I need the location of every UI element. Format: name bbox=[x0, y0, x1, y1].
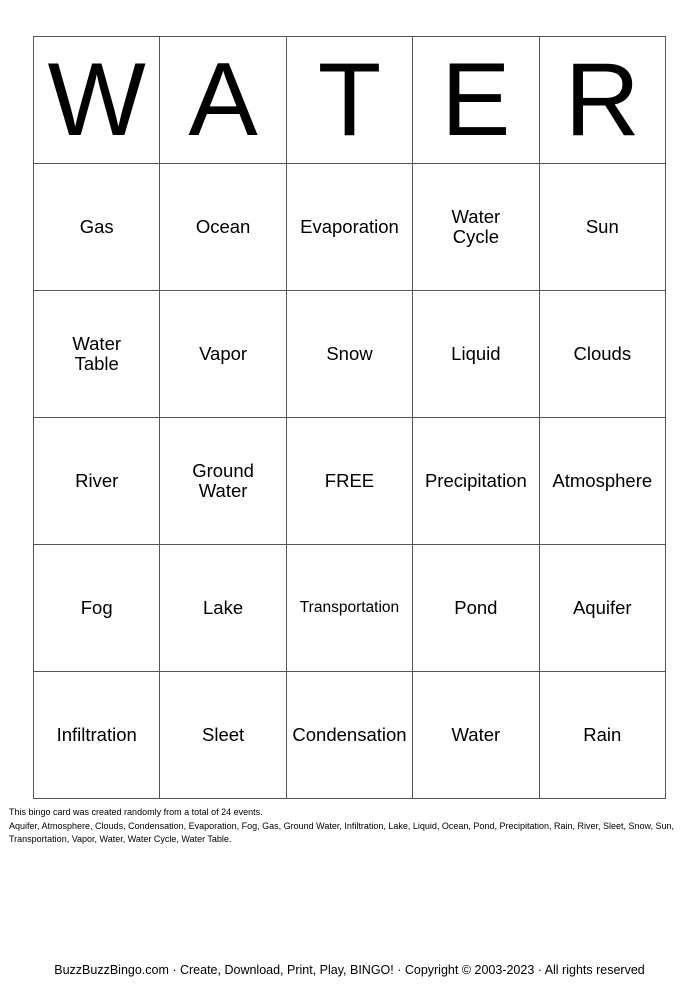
cell-label: Condensation bbox=[292, 724, 407, 745]
header-letter-t: T bbox=[286, 37, 412, 164]
bingo-cell bbox=[160, 545, 286, 672]
copyright-line: BuzzBuzzBingo.com · Create, Download, Print, Play, BINGO! · Copyright © 2003-2023 · All rights reserved bbox=[54, 963, 645, 977]
bingo-cell bbox=[286, 545, 412, 672]
cell-label: Liquid bbox=[451, 343, 501, 364]
bingo-cell bbox=[286, 672, 412, 799]
bingo-row bbox=[34, 164, 666, 291]
bingo-cell bbox=[34, 545, 160, 672]
bingo-cell bbox=[539, 672, 665, 799]
bingo-row bbox=[34, 672, 666, 799]
card-summary: This bingo card was created randomly from a total of 24 events. bbox=[9, 807, 263, 817]
event-list: Aquifer, Atmosphere, Clouds, Condensation, Evaporation, Fog, Gas, Ground Water, Infiltration, Lake, Liquid, Ocean, Pond, Precipitation, Rain, River, Sleet, Snow, Sun, Transportation, Vapor, Water, Water Cycle, Water Table. bbox=[9, 820, 675, 844]
cell-label: Ocean bbox=[195, 216, 251, 237]
bingo-cell bbox=[413, 291, 539, 418]
bingo-cell bbox=[413, 418, 539, 545]
bingo-cell bbox=[539, 418, 665, 545]
header-letter-e: E bbox=[413, 37, 539, 164]
bingo-cell bbox=[539, 545, 665, 672]
cell-label: Sleet bbox=[202, 724, 245, 745]
cell-label: Water bbox=[451, 724, 501, 745]
cell-label: Pond bbox=[454, 597, 498, 618]
bingo-cell bbox=[160, 672, 286, 799]
bingo-cell bbox=[539, 291, 665, 418]
cell-label: Clouds bbox=[573, 343, 632, 364]
bingo-cell bbox=[160, 291, 286, 418]
cell-label: Aquifer bbox=[572, 597, 632, 618]
bingo-cell bbox=[34, 291, 160, 418]
cell-label: Ground Water bbox=[192, 460, 254, 501]
header-letter-w: W bbox=[34, 37, 160, 164]
cell-label: Gas bbox=[79, 216, 114, 237]
cell-label: Snow bbox=[326, 343, 373, 364]
bingo-row bbox=[34, 545, 666, 672]
cell-label: Sun bbox=[585, 216, 619, 237]
card-footer-note bbox=[9, 806, 693, 847]
bingo-cell bbox=[413, 545, 539, 672]
bingo-cell bbox=[160, 418, 286, 545]
cell-label: Fog bbox=[80, 597, 113, 618]
free-space-label: FREE bbox=[324, 470, 375, 491]
bingo-card bbox=[33, 36, 666, 799]
bingo-cell bbox=[34, 164, 160, 291]
cell-label: Lake bbox=[203, 597, 244, 618]
bingo-cell bbox=[413, 164, 539, 291]
bingo-cell bbox=[286, 291, 412, 418]
bingo-cell-free bbox=[286, 418, 412, 545]
bingo-cell bbox=[286, 164, 412, 291]
cell-label: Atmosphere bbox=[552, 470, 653, 491]
cell-label: Precipitation bbox=[424, 470, 527, 491]
cell-label: Rain bbox=[583, 724, 622, 745]
header-letter-r: R bbox=[539, 37, 665, 164]
bingo-header-row bbox=[34, 37, 666, 164]
cell-label: Water Cycle bbox=[451, 206, 501, 247]
cell-label: River bbox=[75, 470, 119, 491]
cell-label: Evaporation bbox=[300, 216, 399, 237]
cell-label: Water Table bbox=[72, 333, 122, 374]
bingo-cell bbox=[413, 672, 539, 799]
header-letter-a: A bbox=[160, 37, 286, 164]
bingo-cell bbox=[160, 164, 286, 291]
bingo-row bbox=[34, 291, 666, 418]
bingo-row bbox=[34, 418, 666, 545]
cell-label: Infiltration bbox=[56, 724, 137, 745]
cell-label: Transportation bbox=[299, 599, 400, 616]
bingo-cell bbox=[539, 164, 665, 291]
bingo-cell bbox=[34, 418, 160, 545]
bingo-cell bbox=[34, 672, 160, 799]
cell-label: Vapor bbox=[199, 343, 248, 364]
